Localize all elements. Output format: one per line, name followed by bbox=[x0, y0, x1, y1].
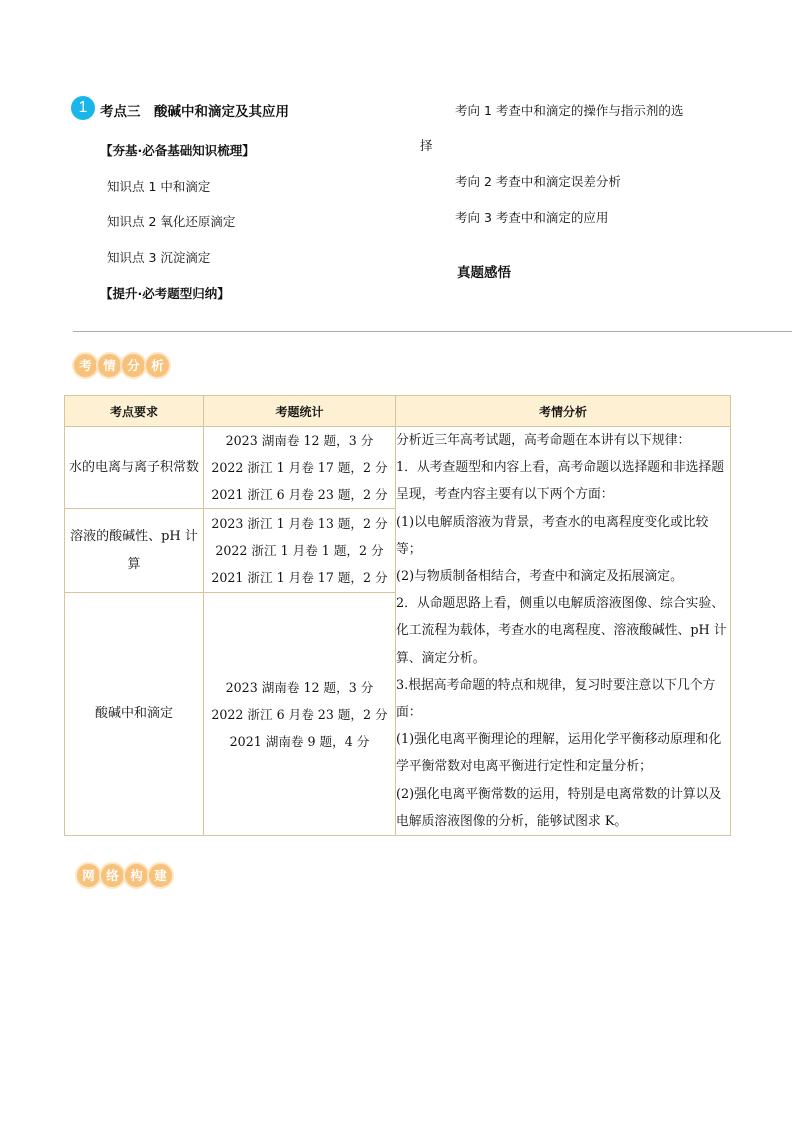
toc-item-direction-2[interactable]: 考向 2 考查中和滴定误差分析 bbox=[455, 174, 621, 189]
analysis-paragraph: (2)与物质制备相结合，考查中和滴定及拓展滴定。 bbox=[396, 569, 683, 585]
table-row bbox=[65, 427, 731, 509]
toc-item-foundation[interactable]: 【夯基·必备基础知识梳理】 bbox=[100, 143, 255, 158]
section-number-badge: 1 bbox=[71, 96, 95, 120]
stats-line: 2021 湖南卷 9 题，4 分 bbox=[229, 733, 370, 749]
analysis-paragraph: (1)以电解质溶液为背景，考查水的电离程度变化或比较等； bbox=[396, 514, 709, 557]
analysis-paragraph: (2)强化电离平衡常数的运用，特别是电离常数的计算以及电解质溶液图像的分析，能够试图求 K。 bbox=[396, 786, 722, 829]
analysis-paragraph: 1．从考查题型和内容上看，高考命题以选择题和非选择题呈现，考查内容主要有以下两个方面： bbox=[396, 460, 725, 503]
stats-line: 2021 浙江 6 月卷 23 题，2 分 bbox=[211, 487, 388, 502]
stats-line: 2023 湖南卷 12 题，3 分 bbox=[225, 433, 374, 448]
banner-char: 网 bbox=[77, 864, 100, 887]
stats-line: 2022 浙江 6 月卷 23 题，2 分 bbox=[211, 706, 388, 722]
banner-char: 情 bbox=[98, 354, 121, 377]
toc-item-direction-1[interactable]: 考向 1 考查中和滴定的操作与指示剂的选 bbox=[455, 103, 684, 118]
network-section-banner bbox=[77, 864, 172, 887]
section-title: 考点三 酸碱中和滴定及其应用 bbox=[100, 104, 289, 120]
header-analysis: 考情分析 bbox=[396, 396, 731, 427]
divider-line bbox=[73, 331, 792, 332]
toc-item-knowledge-3[interactable]: 知识点 3 沉淀滴定 bbox=[107, 250, 211, 265]
stats-line: 2022 浙江 1 月卷 1 题，2 分 bbox=[215, 543, 384, 558]
banner-char: 考 bbox=[74, 354, 97, 377]
analysis-paragraph: 2．从命题思路上看，侧重以电解质溶液图像、综合实验、化工流程为载体，考查水的电离程度、溶液酸碱性、pH 计算、滴定分析。 bbox=[396, 596, 727, 666]
toc-item-real-questions[interactable]: 真题感悟 bbox=[457, 265, 511, 281]
analysis-paragraph: 分析近三年高考试题，高考命题在本讲有以下规律： bbox=[396, 433, 691, 448]
banner-char: 构 bbox=[125, 864, 148, 887]
stats-line: 2022 浙江 1 月卷 17 题，2 分 bbox=[211, 460, 388, 475]
stats-cell bbox=[204, 509, 396, 593]
exam-analysis-table bbox=[64, 395, 731, 836]
stats-line: 2023 湖南卷 12 题，3 分 bbox=[225, 679, 374, 695]
header-question-stats: 考题统计 bbox=[204, 396, 396, 427]
stats-line: 2021 浙江 1 月卷 17 题，2 分 bbox=[211, 570, 388, 585]
stats-cell bbox=[204, 427, 396, 509]
toc-item-knowledge-1[interactable]: 知识点 1 中和滴定 bbox=[107, 179, 211, 194]
point-cell: 溶液的酸碱性、pH 计算 bbox=[65, 509, 204, 593]
header-point-requirement: 考点要求 bbox=[65, 396, 204, 427]
stats-line: 2023 浙江 1 月卷 13 题，2 分 bbox=[211, 516, 388, 531]
toc-item-direction-3[interactable]: 考向 3 考查中和滴定的应用 bbox=[455, 210, 609, 225]
toc-item-improve[interactable]: 【提升·必考题型归纳】 bbox=[100, 286, 230, 301]
analysis-paragraph: 3.根据高考命题的特点和规律，复习时要注意以下几个方面： bbox=[396, 677, 716, 721]
analysis-paragraph: (1)强化电离平衡理论的理解，运用化学平衡移动原理和化学平衡常数对电离平衡进行定性和定量分析； bbox=[396, 732, 722, 775]
table-header-row bbox=[65, 396, 731, 427]
banner-char: 络 bbox=[101, 864, 124, 887]
point-cell: 酸碱中和滴定 bbox=[65, 593, 204, 836]
stats-cell bbox=[204, 593, 396, 836]
banner-char: 分 bbox=[122, 354, 145, 377]
banner-char: 建 bbox=[149, 864, 172, 887]
analysis-cell bbox=[396, 427, 731, 836]
toc-item-knowledge-2[interactable]: 知识点 2 氧化还原滴定 bbox=[107, 214, 236, 229]
banner-char: 析 bbox=[146, 354, 169, 377]
analysis-section-banner bbox=[74, 354, 169, 377]
point-cell: 水的电离与离子积常数 bbox=[65, 427, 204, 509]
toc-item-direction-1-cont[interactable]: 择 bbox=[420, 138, 433, 153]
